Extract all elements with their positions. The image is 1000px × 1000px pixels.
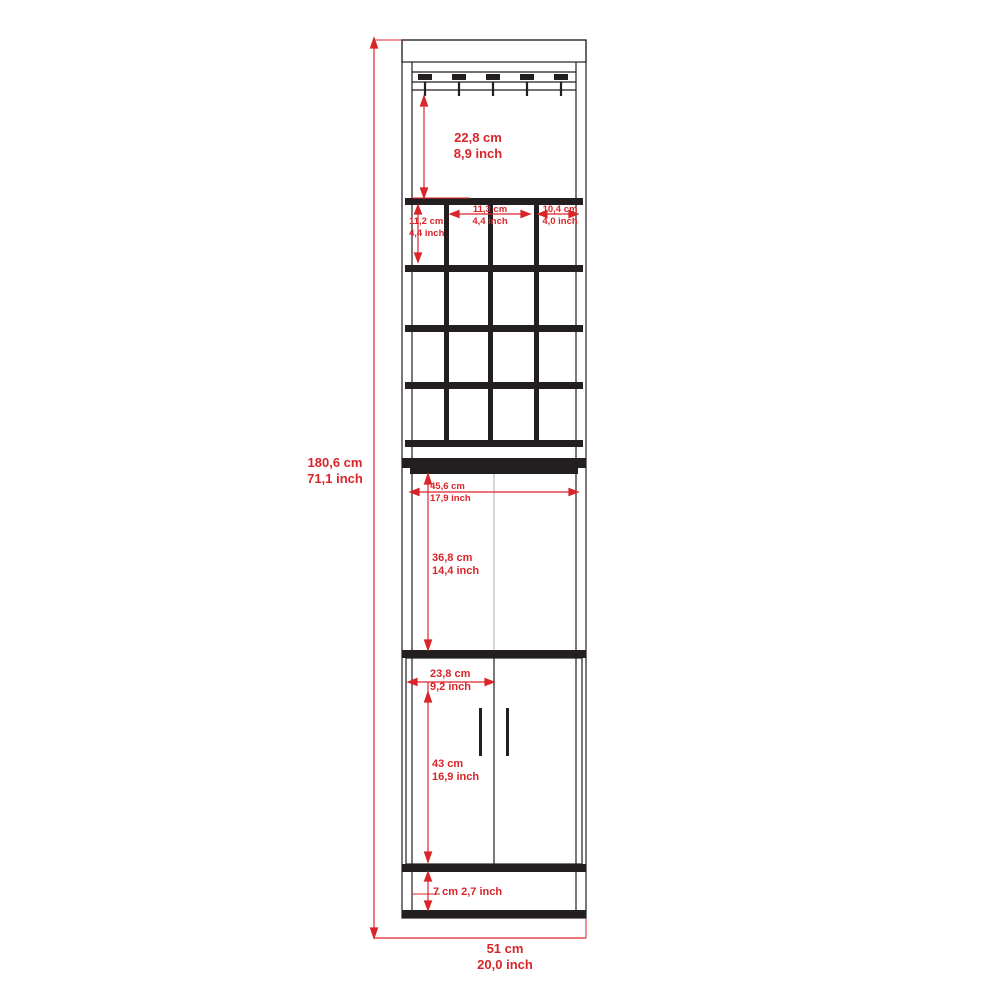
base-height-label: [433, 886, 553, 899]
open-shelf-height-cm: 36,8 cm: [432, 552, 473, 564]
top-rack-label: [428, 130, 528, 162]
door-height-cm: 43 cm: [432, 758, 464, 770]
door-height-label: [432, 758, 512, 784]
cubby-center-cm: 11,3 cm: [472, 204, 508, 215]
stemware-rack: [412, 72, 576, 96]
open-shelf-width-label: [430, 481, 500, 504]
door-handle-left: [479, 708, 482, 756]
top-rack-cm: 22,8 cm: [454, 130, 502, 145]
open-shelf-height-inch: 14,4 inch: [432, 565, 480, 577]
door-handle-right: [506, 708, 509, 756]
cubby-left-label: [409, 216, 453, 239]
door-width-cm: 23,8 cm: [430, 668, 471, 680]
door-width-label: [430, 668, 510, 694]
door-width-inch: 9,2 inch: [430, 681, 471, 693]
base-height-combined: 7 cm 2,7 inch: [433, 886, 503, 898]
cubby-center-inch: 4,4 inch: [472, 215, 508, 227]
open-shelf-width-cm: 45,6 cm: [430, 481, 465, 492]
cubby-left-inch: 4,4 inch: [409, 227, 445, 239]
overall-width-cm: 51 cm: [486, 941, 524, 956]
top-rack-inch: 8,9 inch: [453, 146, 503, 161]
overall-width-label: [450, 941, 560, 973]
cubby-right-inch: 4,0 inch: [542, 215, 578, 227]
cubby-right-cm: 10,4 cm: [542, 204, 578, 215]
open-shelf-height-label: [432, 552, 512, 578]
open-shelf-width-inch: 17,9 inch: [430, 492, 471, 504]
overall-width-inch: 20,0 inch: [477, 957, 533, 972]
overall-height-label: [305, 455, 365, 487]
cabinet-top-panel: [402, 40, 586, 62]
overall-height-inch: 71,1 inch: [307, 471, 363, 486]
door-height-inch: 16,9 inch: [432, 771, 480, 783]
cubby-right-label: [534, 204, 586, 227]
overall-height-cm: 180,6 cm: [307, 455, 363, 470]
cubby-center-label: [452, 204, 528, 227]
cubby-left-cm: 11,2 cm: [409, 216, 444, 227]
